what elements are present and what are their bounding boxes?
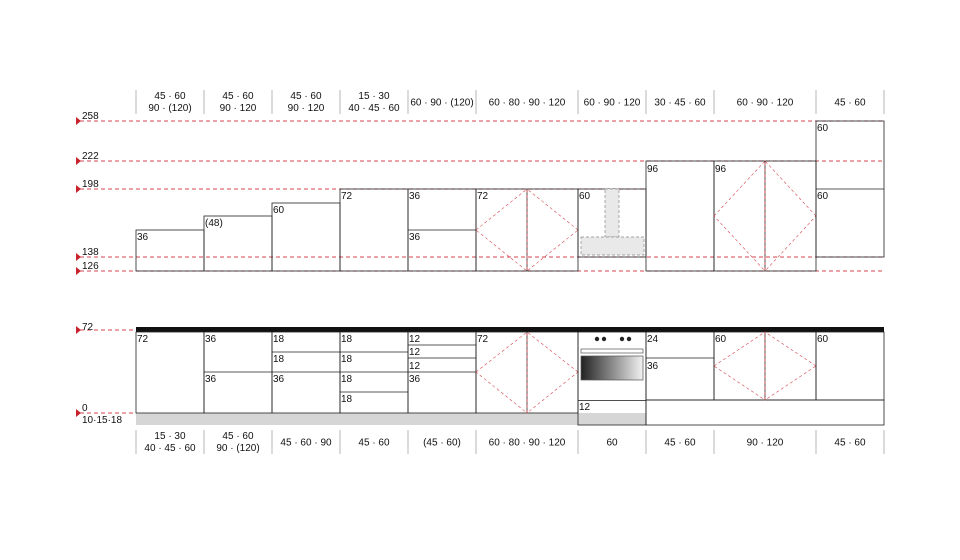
height-label: 12 xyxy=(579,402,591,413)
red-triangle-marker-icon xyxy=(76,185,81,193)
height-label: 18 xyxy=(273,334,285,345)
width-label: 45 · 60 xyxy=(664,437,696,449)
plinth-block xyxy=(646,400,884,425)
red-triangle-marker-icon xyxy=(76,117,81,125)
width-label: 40 · 45 · 60 xyxy=(144,443,196,454)
height-label: 18 xyxy=(341,354,353,365)
width-label: 90 · 120 xyxy=(746,437,784,449)
height-label: 36 xyxy=(409,232,421,243)
width-label: 45 · 60 · 90 xyxy=(280,437,332,449)
width-label: 45 · 60 xyxy=(222,431,254,442)
width-label: 45 · 60 xyxy=(154,91,186,102)
width-label: 15 · 30 xyxy=(154,431,186,442)
oven-icon xyxy=(578,337,646,401)
upper-cabinet-8 xyxy=(646,161,714,271)
level-guides xyxy=(80,121,884,413)
width-label: 45 · 60 xyxy=(358,437,390,449)
width-label: 45 · 60 xyxy=(290,91,322,102)
level-label: 0 xyxy=(82,403,88,414)
door-swing xyxy=(714,161,765,271)
bottom-width-labels xyxy=(144,431,866,454)
door-swing xyxy=(527,332,578,413)
width-label: 45 · 60 xyxy=(222,91,254,102)
height-label: 36 xyxy=(137,232,149,243)
height-label: 60 xyxy=(817,191,829,202)
plinth-label: 10·15·18 xyxy=(82,415,123,426)
width-label: 45 · 60 xyxy=(834,97,866,109)
height-label: 60 xyxy=(273,205,285,216)
width-label: 90 · 120 xyxy=(287,103,325,114)
top-width-labels xyxy=(148,91,866,114)
width-label: 40 · 45 · 60 xyxy=(348,103,400,114)
height-label: 36 xyxy=(273,374,285,385)
level-labels xyxy=(82,111,122,426)
level-label: 258 xyxy=(82,111,99,122)
height-label: 60 xyxy=(817,334,829,345)
door-swing xyxy=(765,332,816,400)
height-label: 96 xyxy=(647,164,659,175)
width-label: 15 · 30 xyxy=(358,91,390,102)
height-label: 72 xyxy=(137,334,149,345)
height-label: 72 xyxy=(477,191,489,202)
height-label: 36 xyxy=(205,374,217,385)
width-label: 60 · 80 · 90 · 120 xyxy=(488,97,566,109)
height-label: 60 xyxy=(715,334,727,345)
width-label: 60 · 80 · 90 · 120 xyxy=(488,437,566,449)
width-label: 90 · 120 xyxy=(219,103,257,114)
width-label: 60 xyxy=(606,437,618,449)
level-label: 138 xyxy=(82,247,99,258)
height-label: 72 xyxy=(341,191,353,202)
level-label: 126 xyxy=(82,261,99,272)
level-label: 72 xyxy=(82,322,94,333)
red-triangle-marker-icon xyxy=(76,409,81,417)
height-label: 18 xyxy=(273,354,285,365)
width-label: 90 · (120) xyxy=(216,443,260,454)
red-triangle-marker-icon xyxy=(76,267,81,275)
height-label: 12 xyxy=(409,347,421,358)
red-triangle-marker-icon xyxy=(76,253,81,261)
level-label: 198 xyxy=(82,179,99,190)
height-label: 36 xyxy=(409,374,421,385)
height-label: (48) xyxy=(205,218,223,229)
worktop xyxy=(136,327,884,332)
height-label: 18 xyxy=(341,394,353,405)
height-label: 12 xyxy=(409,361,421,372)
width-label: 90 · (120) xyxy=(148,103,192,114)
width-label: 45 · 60 xyxy=(834,437,866,449)
height-label: 36 xyxy=(409,191,421,202)
height-label: 36 xyxy=(205,334,217,345)
door-swing xyxy=(527,189,578,271)
height-label: 60 xyxy=(817,123,829,134)
width-label: 30 · 45 · 60 xyxy=(654,97,706,109)
width-label: 60 · 90 · 120 xyxy=(736,97,794,109)
height-label: 96 xyxy=(715,164,727,175)
height-label: 18 xyxy=(341,374,353,385)
lower-cabinets xyxy=(136,327,884,425)
red-triangle-marker-icon xyxy=(76,326,81,334)
level-markers xyxy=(76,117,81,417)
upper-cabinets xyxy=(136,121,884,271)
height-label: 72 xyxy=(477,334,489,345)
height-label: 60 xyxy=(579,191,591,202)
width-label: (45 · 60) xyxy=(423,437,461,449)
height-label: 36 xyxy=(647,361,659,372)
red-triangle-marker-icon xyxy=(76,157,81,165)
door-swing xyxy=(765,161,816,271)
height-label: 24 xyxy=(647,334,659,345)
extractor-hood-icon xyxy=(581,189,644,255)
height-label: 18 xyxy=(341,334,353,345)
plinth xyxy=(136,413,646,425)
width-label: 60 · 90 · 120 xyxy=(583,97,641,109)
width-label: 60 · 90 · (120) xyxy=(410,97,474,109)
level-label: 222 xyxy=(82,151,99,162)
height-label: 12 xyxy=(409,334,421,345)
